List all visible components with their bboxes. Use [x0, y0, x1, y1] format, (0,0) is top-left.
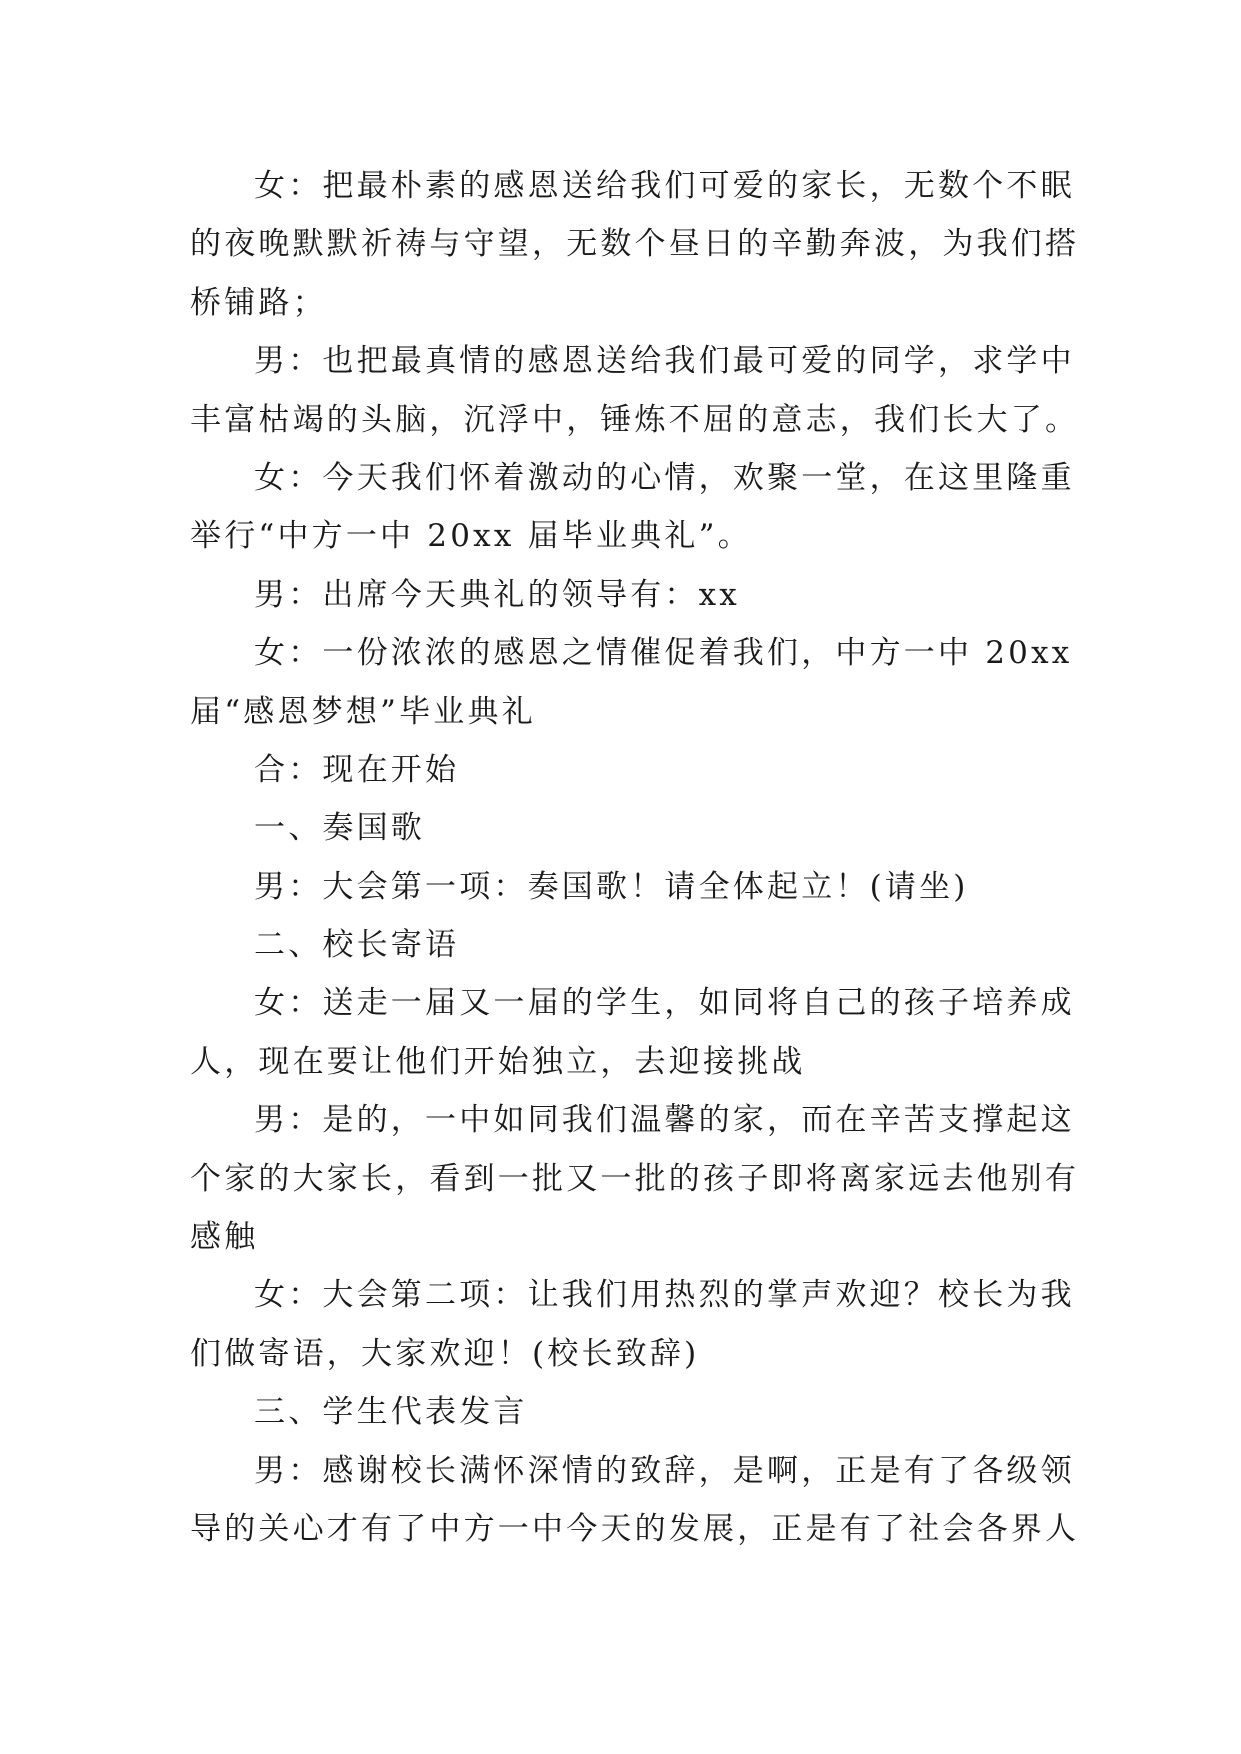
text-line: 个家的大家长，看到一批又一批的孩子即将离家远去他别有 — [190, 1160, 1080, 1197]
text-line: 女：大会第二项：让我们用热烈的掌声欢迎？校长为我 — [254, 1277, 1075, 1314]
text-line: 男：也把最真情的感恩送给我们最可爱的同学，求学中 — [254, 343, 1075, 380]
text-line: 们做寄语，大家欢迎！(校长致辞) — [190, 1335, 700, 1372]
section-heading: 三、学生代表发言 — [254, 1394, 528, 1431]
text-line: 男：感谢校长满怀深情的致辞，是啊，正是有了各级领 — [254, 1452, 1075, 1489]
text-line: 女：把最朴素的感恩送给我们可爱的家长，无数个不眠 — [254, 168, 1075, 204]
text-line: 男：出席今天典礼的领导有：xx — [254, 576, 740, 613]
text-line: 人，现在要让他们开始独立，去迎接挑战 — [190, 1043, 806, 1080]
text-line: 女：一份浓浓的感恩之情催促着我们，中方一中 20xx — [254, 635, 1073, 672]
text-line: 丰富枯竭的头脑，沉浮中，锤炼不屈的意志，我们长大了。 — [190, 401, 1080, 438]
text-line: 女：送走一届又一届的学生，如同将自己的孩子培养成 — [254, 985, 1075, 1022]
document-body — [190, 157, 1080, 1558]
text-line: 男：是的，一中如同我们温馨的家，而在辛苦支撑起这 — [254, 1102, 1075, 1139]
text-line: 届“感恩梦想”毕业典礼 — [190, 693, 536, 730]
text-line: 合：现在开始 — [254, 751, 460, 788]
text-line: 导的关心才有了中方一中今天的发展，正是有了社会各界人 — [190, 1510, 1080, 1547]
text-line: 感触 — [190, 1219, 259, 1256]
text-line: 的夜晚默默祈祷与守望，无数个昼日的辛勤奔波，为我们搭 — [190, 226, 1080, 263]
section-heading: 一、奏国歌 — [254, 810, 425, 847]
text-line: 举行“中方一中 20xx 届毕业典礼”。 — [190, 518, 752, 555]
text-line: 桥铺路； — [190, 284, 327, 321]
text-line: 男：大会第一项：奏国歌！请全体起立！(请坐) — [254, 868, 969, 905]
text-line: 女：今天我们怀着激动的心情，欢聚一堂，在这里隆重 — [254, 459, 1075, 496]
section-heading: 二、校长寄语 — [254, 927, 460, 964]
